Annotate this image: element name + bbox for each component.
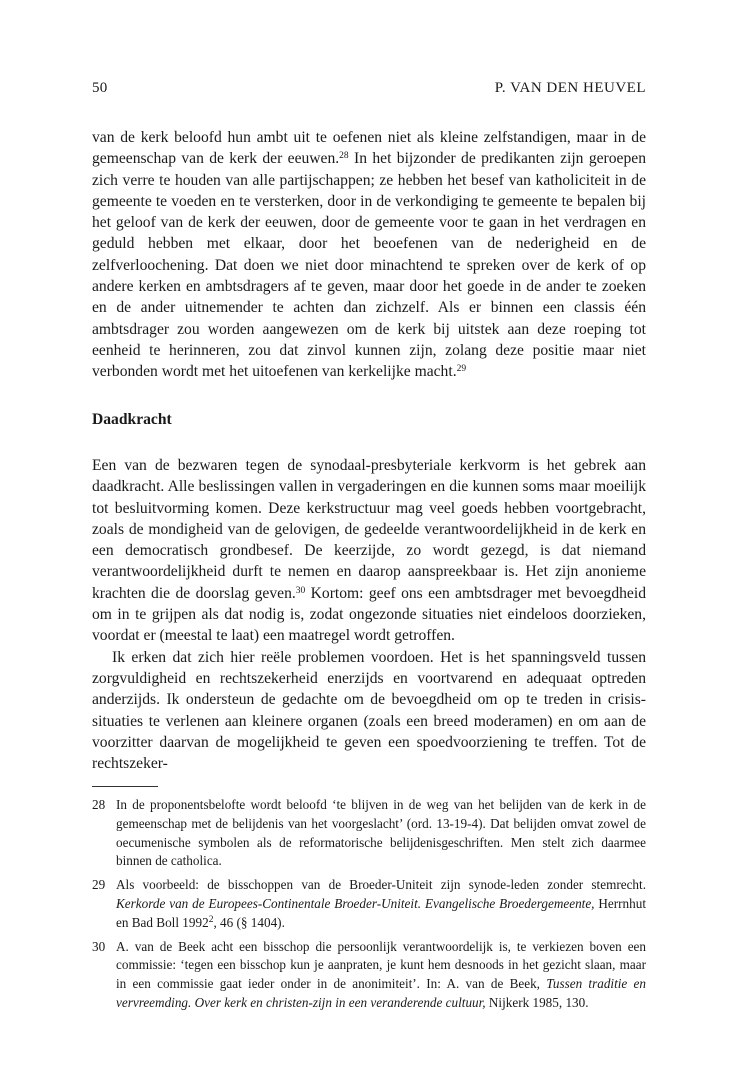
footnote-ref: 28 — [339, 151, 349, 162]
running-head: P. VAN DEN HEUVEL — [494, 80, 646, 96]
page-header — [92, 80, 646, 100]
footnote-text: In de proponentsbelofte wordt beloofd ‘te blijven in de weg van het belijden van de kerk in de gemeenschap met de belijdenis van het voorgeslacht’ (ord. 13-19-4). Dat belijden omvat zowel de oecumenische symbolen als de reformatorische belijdenisgeschriften. Men stelt zich daarmee binnen de catholica. — [116, 797, 646, 869]
paragraph — [92, 127, 646, 383]
footnote-ref: 30 — [295, 585, 306, 596]
footnote-title: Kerkorde van de Europees-Continentale Broeder-Uniteit. Evangelische Broedergemeente, — [116, 895, 595, 911]
paragraph — [92, 455, 646, 647]
page-number: 50 — [92, 80, 108, 96]
paragraph-text: Kortom: geef ons een ambtsdrager met bevoegdheid om in te grijpen als dat nodig is, zodat ongezonde situaties niet eindeloos doorzieken, voordat er (meestal te laat) een maatregel wordt getroffen. — [92, 584, 646, 645]
paragraph-text: Een van de bezwaren tegen de synodaal-presbyteriale kerkvorm is het gebrek aan daadkracht. Alle beslissingen vallen in vergaderingen en die kunnen soms maar moeilijk tot besluitvorming komen. Deze kerkstructuur mag veel goeds hebben voortgebracht, zoals de mondigheid van de gelovigen, de gedeelde verantwoordelijkheid in de kerk en een democratisch grondbesef. De keerzijde, zo wordt gezegd, is dat niemand verantwoordelijkheid durft te nemen en daarop aanspreekbaar is. Het zijn anonieme krachten die de doorslag geven. — [92, 457, 646, 602]
footnotes — [92, 796, 646, 1018]
footnote-28 — [92, 796, 646, 871]
footnote-text-part: A. van de Beek acht een bisschop die persoonlijk verantwoordelijk is, te verkiezen boven een commissie: ‘tegen een bisschop kun je aanpraten, je kunt hem desnoods in het gezicht slaan, maar in een commissie gaat ieder onder in de anonimiteit’. In: A. van de Beek, — [116, 938, 646, 992]
paragraph: Ik erken dat zich hier reële problemen voordoen. Het is het spanningsveld tussen zorgvuldigheid en rechtszekerheid enerzijds en voortvarend en adequaat optreden anderzijds. Ik ondersteun de gedachte om de bevoegdheid om op te treden in crisis-situaties te verlenen aan kleinere organen (zoals een breed moderamen) en om aan de voorzitter daarvan de mogelijkheid te geven een spoedvoorziening te treffen. Tot de rechtszeker- — [92, 648, 646, 773]
footnote-number: 29 — [92, 877, 106, 893]
footnote-text-part: , 46 (§ 1404). — [213, 914, 285, 930]
section-heading: Daadkracht — [92, 411, 172, 428]
footnote-text — [116, 938, 646, 1013]
edition-superscript: 2 — [208, 914, 214, 925]
footnote-number: 30 — [92, 938, 106, 954]
footnote-ref: 29 — [456, 364, 467, 375]
body-section-1 — [92, 127, 646, 383]
footnote-29 — [92, 876, 646, 932]
footnote-text-part: Als voorbeeld: de bisschoppen van de Broeder-Uniteit zijn synode-leden zonder stemrecht. — [116, 877, 646, 893]
footnote-text-part: Herrnhut en Bad Boll 1992 — [116, 895, 646, 930]
footnote-text-part: Nijkerk 1985, 130. — [485, 994, 589, 1010]
paragraph-text: van de kerk beloofd hun ambt uit te oefenen niet als kleine zelfstandigen, maar in de gemeenschap van de kerk der eeuwen. — [92, 129, 646, 168]
footnote-separator — [92, 786, 158, 787]
paragraph-text: In het bijzonder de predikanten zijn geroepen zich verre te houden van alle partijschappen; ze hebben het besef van katholiciteit in de gemeente te voeden en te versterken, door in de verkondiging te gemeente te bepalen bij het geloof van de kerk der eeuwen, door de gemeente voor te gaan in het verdragen en geduld hebben met elkaar, door het beoefenen van de nederigheid en de zelfverloochening. Dat doen we niet door minachtend te spreken over de kerk of op andere kerken en ambtsdragers af te geven, maar door het goede in de ander te zoeken en de ander uitnemender te achten dan zichzelf. Als er binnen een classis één ambtsdrager zou worden aangewezen om de kerk bij uitstek aan deze roeping tot eenheid te herinneren, zou dat zinvol kunnen zijn, zolang deze positie maar niet verbonden wordt met het uitoefenen van kerkelijke macht. — [92, 150, 646, 381]
footnote-text — [116, 876, 646, 932]
footnote-number: 28 — [92, 797, 106, 812]
footnote-30 — [92, 938, 646, 1013]
footnote-title: Tussen traditie en vervreemding. Over kerk en christen-zijn in een veranderende cultuur, — [116, 976, 646, 1010]
body-section-2 — [92, 455, 646, 774]
